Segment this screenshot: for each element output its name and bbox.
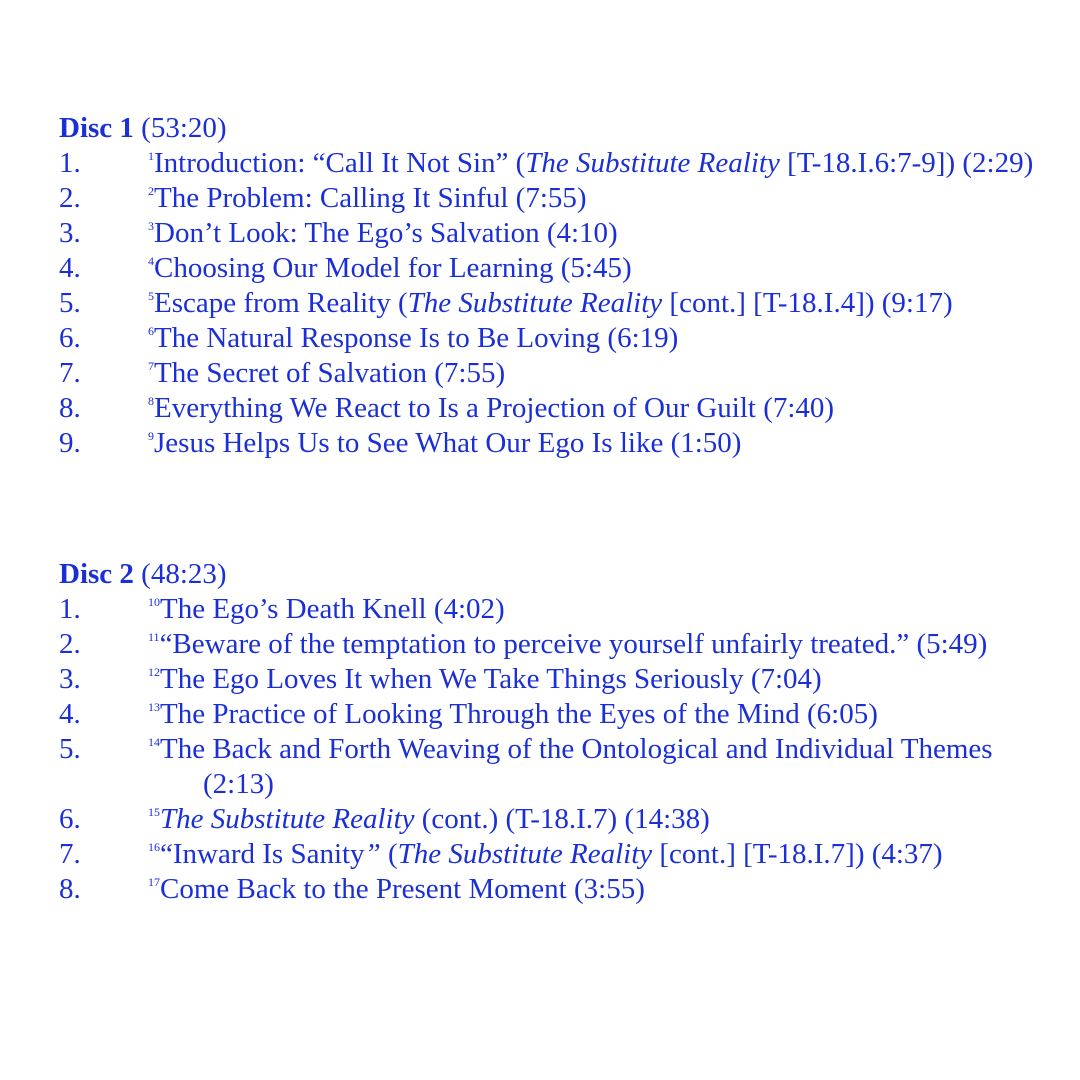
- footnote-marker: 3: [148, 219, 154, 233]
- track-row: [59, 181, 1049, 216]
- track-number: 8.: [59, 392, 81, 424]
- track-number: 3.: [59, 663, 81, 695]
- footnote-marker: 12: [148, 665, 160, 679]
- track-number: 6.: [59, 322, 81, 354]
- track-number: 2.: [59, 182, 81, 214]
- footnote-marker: 1: [148, 149, 154, 163]
- title-segment: “Inward Is Sanity: [160, 838, 365, 870]
- title-segment: Everything We React to Is a Projection of Our Guilt (7:40): [154, 392, 835, 424]
- track-title: [148, 391, 1049, 426]
- title-segment: The Ego’s Death Knell (4:02): [160, 593, 505, 625]
- title-italic-segment: The Substitute Reality: [160, 803, 415, 835]
- track-title: [148, 286, 1049, 321]
- title-segment: (cont.) (T-18.I.7) (14:38): [414, 803, 710, 835]
- title-segment: The Natural Response Is to Be Loving (6:19): [154, 322, 679, 354]
- track-title: [148, 837, 1049, 872]
- disc-2-section: [59, 557, 1049, 907]
- disc-label: Disc 2: [59, 558, 134, 590]
- track-number: 7.: [59, 357, 81, 389]
- track-row: [59, 662, 1049, 697]
- title-segment: Choosing Our Model for Learning (5:45): [154, 252, 632, 284]
- footnote-marker: 10: [148, 595, 160, 609]
- title-italic-segment: The Substitute Reality: [407, 287, 663, 319]
- disc-label: Disc 1: [59, 112, 134, 144]
- title-segment: The Secret of Salvation (7:55): [154, 357, 506, 389]
- track-number: 6.: [59, 803, 81, 835]
- footnote-marker: 2: [148, 184, 154, 198]
- track-title: [148, 697, 1049, 732]
- title-italic-segment: The Substitute Reality: [397, 838, 653, 870]
- track-title: [148, 146, 1049, 181]
- track-number: 5.: [59, 733, 81, 765]
- track-title: [148, 872, 1049, 907]
- disc-duration: (53:20): [141, 112, 227, 144]
- footnote-marker: 11: [148, 630, 160, 644]
- track-row: [59, 391, 1049, 426]
- track-number: 9.: [59, 427, 81, 459]
- track-title: [148, 802, 1049, 837]
- track-title: [148, 251, 1049, 286]
- disc-duration: (48:23): [141, 558, 227, 590]
- track-number: 8.: [59, 873, 81, 905]
- track-row: [59, 592, 1049, 627]
- footnote-marker: 13: [148, 700, 160, 714]
- footnote-marker: 9: [148, 429, 154, 443]
- track-title: [148, 627, 1049, 662]
- track-row: [59, 697, 1049, 732]
- disc-heading: [59, 557, 1049, 592]
- title-segment: [T-18.I.6:7-9]) (2:29): [779, 147, 1034, 179]
- footnote-marker: 14: [148, 735, 160, 749]
- track-title: [148, 321, 1049, 356]
- track-row: [59, 286, 1049, 321]
- track-list: [59, 146, 1049, 461]
- track-row: [59, 872, 1049, 907]
- track-number: 1.: [59, 147, 81, 179]
- title-italic-segment: ”: [364, 838, 381, 870]
- title-segment: Escape from Reality (: [154, 287, 408, 319]
- title-segment: “Beware of the temptation to perceive yourself unfairly treated.” (5:49): [159, 628, 988, 660]
- footnote-marker: 6: [148, 324, 154, 338]
- footnote-marker: 15: [148, 805, 160, 819]
- footnote-marker: 5: [148, 289, 154, 303]
- track-row: [59, 356, 1049, 391]
- track-row: [59, 802, 1049, 837]
- track-title: [148, 426, 1049, 461]
- title-italic-segment: The Substitute Reality: [525, 147, 780, 179]
- track-row: [59, 216, 1049, 251]
- footnote-marker: 4: [148, 254, 154, 268]
- track-row: [59, 837, 1049, 872]
- track-title: [148, 216, 1049, 251]
- title-segment: [cont.] [T-18.I.7]) (4:37): [652, 838, 943, 870]
- title-segment: Come Back to the Present Moment (3:55): [160, 873, 645, 905]
- track-row: [59, 146, 1049, 181]
- track-row: [59, 426, 1049, 461]
- track-title: [148, 181, 1049, 216]
- title-segment: [cont.] [T-18.I.4]) (9:17): [662, 287, 953, 319]
- title-segment: Don’t Look: The Ego’s Salvation (4:10): [154, 217, 618, 249]
- track-number: 4.: [59, 252, 81, 284]
- title-segment: Jesus Helps Us to See What Our Ego Is like (1:50): [154, 427, 742, 459]
- disc-1-section: [59, 111, 1049, 461]
- track-title: [148, 662, 1049, 697]
- track-row: [59, 627, 1049, 662]
- title-segment: The Ego Loves It when We Take Things Seriously (7:04): [160, 663, 822, 695]
- track-row: [59, 321, 1049, 356]
- track-row: [59, 732, 1049, 802]
- footnote-marker: 8: [148, 394, 154, 408]
- track-number: 1.: [59, 593, 81, 625]
- track-number: 4.: [59, 698, 81, 730]
- title-segment: The Practice of Looking Through the Eyes of the Mind (6:05): [160, 698, 878, 730]
- track-number: 2.: [59, 628, 81, 660]
- track-number: 7.: [59, 838, 81, 870]
- disc-heading: [59, 111, 1049, 146]
- title-segment: Introduction: “Call It Not Sin” (: [154, 147, 526, 179]
- track-number: 3.: [59, 217, 81, 249]
- track-number: 5.: [59, 287, 81, 319]
- footnote-marker: 16: [148, 840, 160, 854]
- track-title: [148, 356, 1049, 391]
- title-segment: The Back and Forth Weaving of the Ontological and Individual Themes (2:13): [160, 733, 993, 800]
- track-title: [148, 732, 1049, 802]
- track-title: [148, 592, 1049, 627]
- track-row: [59, 251, 1049, 286]
- title-segment: The Problem: Calling It Sinful (7:55): [154, 182, 587, 214]
- title-segment: (: [380, 838, 398, 870]
- footnote-marker: 7: [148, 359, 154, 373]
- footnote-marker: 17: [148, 875, 160, 889]
- track-list: [59, 592, 1049, 907]
